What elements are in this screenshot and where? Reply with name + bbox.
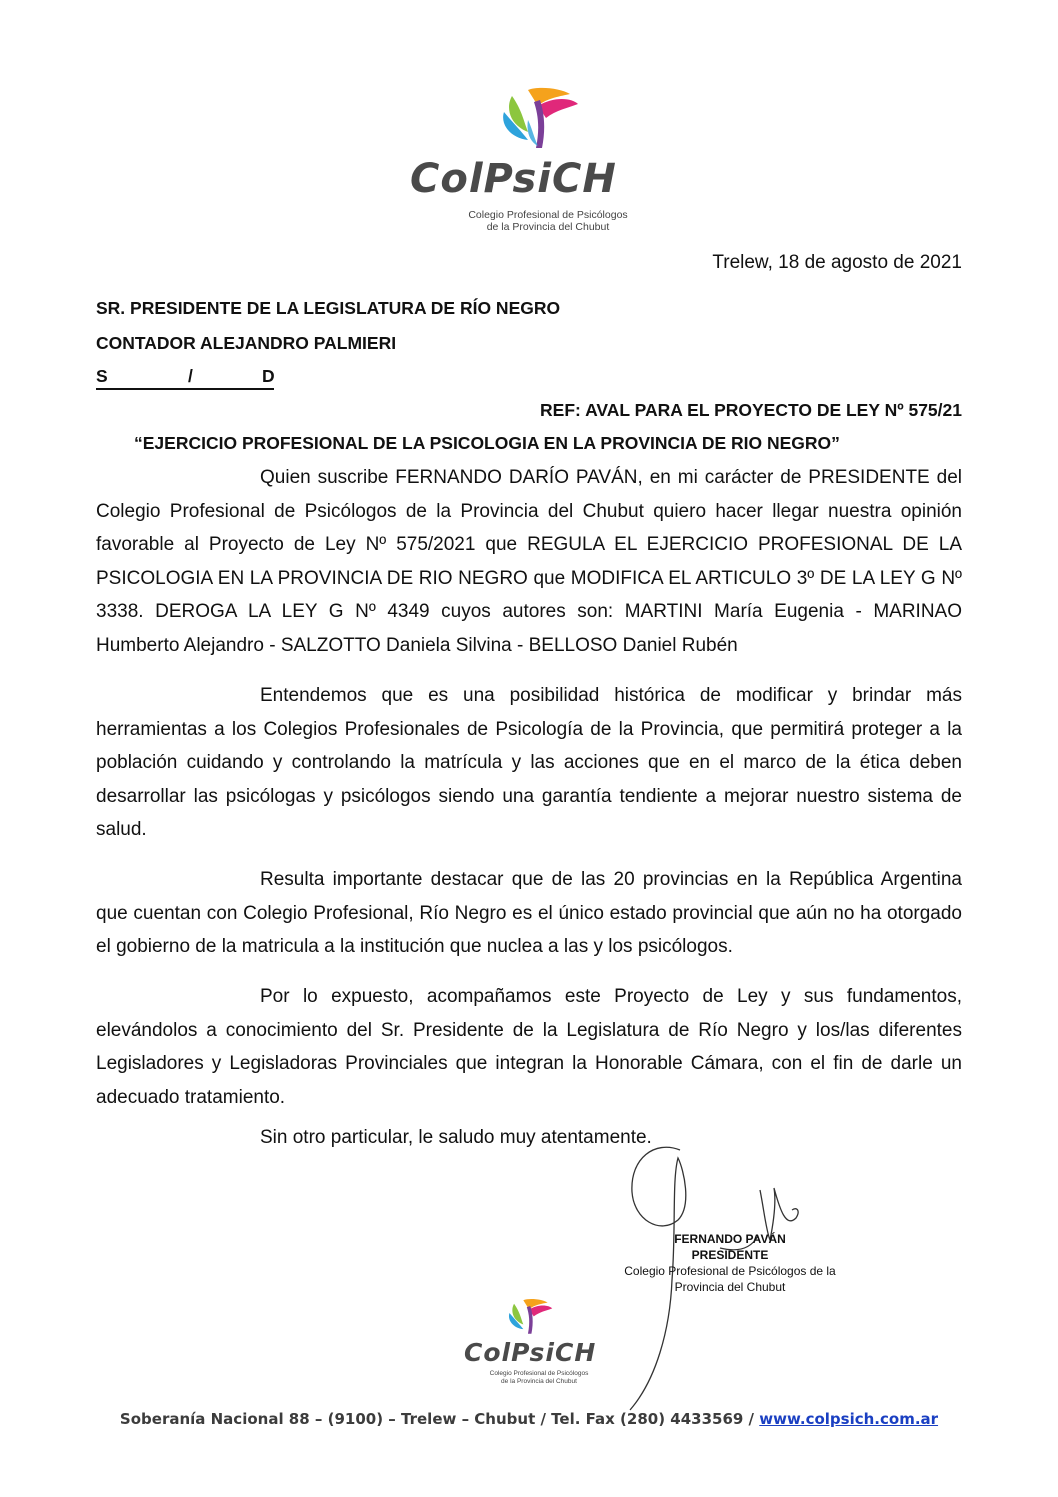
body-paragraph-4-text: Por lo expuesto, acompañamos este Proyecto de Ley y sus fundamentos, elevándolos a conocimiento del Sr. Presidente de la Legislatura de Río Negro y los/las diferentes Legisladores y Legisladoras Provinciales que integran la Honorable Cámara, con el fin de darle un adecuado tratamiento. (96, 986, 962, 1108)
reference-line1: REF: AVAL PARA EL PROYECTO DE LEY Nº 575/21 (540, 400, 962, 420)
reference-line2: “EJERCICIO PROFESIONAL DE LA PSICOLOGIA EN LA PROVINCIA DE RIO NEGRO” (134, 433, 840, 453)
body-paragraph-3 (96, 863, 962, 964)
letter-date: Trelew, 18 de agosto de 2021 (712, 252, 962, 273)
sd-d: D (262, 366, 275, 386)
body-paragraph-1 (96, 461, 962, 662)
recipient-line2: CONTADOR ALEJANDRO PALMIERI (96, 333, 397, 353)
body-paragraph-2 (96, 679, 962, 847)
body-paragraph-1-text: Quien suscribe FERNANDO DARÍO PAVÁN, en mi carácter de PRESIDENTE del Colegio Profesional de Psicólogos de la Provincia del Chubut quiero hacer llegar nuestra opinión favorable al Proyecto de Ley Nº 575/2021 que REGULA EL EJERCICIO PROFESIONAL DE LA PSICOLOGIA EN LA PROVINCIA DE RIO NEGRO que MODIFICA EL ARTICULO 3º DE LA LEY G Nº 3338. DEROGA LA LEY G Nº 4349 cuyos autores son: MARTINI María Eugenia - MARINAO Humberto Alejandro - SALZOTTO Daniela Silvina - BELLOSO Daniel Rubén (96, 467, 962, 656)
closing-line: Sin otro particular, le saludo muy atentamente. (260, 1127, 652, 1148)
footer-contact-text: Soberanía Nacional 88 – (9100) – Trelew – Chubut / Tel. Fax (280) 4433569 / (119, 1410, 755, 1428)
logo-brand-text: ColPsiCH (410, 156, 617, 202)
signature-block (600, 1231, 860, 1295)
sd-s: S (96, 366, 108, 386)
footer-logo-subtitle-line1: Colegio Profesional de Psicólogos (489, 1370, 589, 1377)
signer-org-line2: Provincia del Chubut (674, 1280, 786, 1294)
body-paragraph-2-text: Entendemos que es una posibilidad histórica de modificar y brindar más herramientas a los Colegios Profesionales de Psicología de la Provincia, que permitirá proteger a la población cuidando y controlando la matrícula y las acciones que en el marco de la ética deben desarrollar las psicólogas y psicólogos siendo una garantía tendiente a mejorar nuestro sistema de salud. (96, 685, 962, 840)
footer-logo-subtitle-line2: de la Provincia del Chubut (501, 1377, 577, 1385)
sd-slash: / (188, 366, 193, 386)
header-logo (410, 84, 650, 234)
recipient-line1: SR. PRESIDENTE DE LA LEGISLATURA DE RÍO NEGRO (96, 298, 561, 318)
footer-logo-subtitle (478, 1370, 600, 1385)
footer-logo-brand-text: ColPsiCH (464, 1338, 597, 1367)
footer-logo (462, 1296, 602, 1388)
signer-role: PRESIDENTE (691, 1248, 769, 1262)
footer-logo-symbol-icon (506, 1296, 558, 1338)
signer-name: FERNANDO PAVÁN (674, 1232, 786, 1246)
logo-subtitle-line1: Colegio Profesional de Psicólogos (468, 209, 628, 221)
logo-symbol-icon (498, 84, 588, 154)
logo-subtitle (448, 209, 648, 233)
body-paragraph-3-text: Resulta importante destacar que de las 20 provincias en la República Argentina que cuentan con Colegio Profesional, Río Negro es el único estado provincial que aún no ha otorgado el gobierno de la matricula a la institución que nuclea a las y los psicólogos. (96, 869, 962, 957)
signer-org-line1: Colegio Profesional de Psicólogos de la (624, 1264, 836, 1278)
footer-contact (0, 1410, 1058, 1428)
logo-subtitle-line2: de la Provincia del Chubut (486, 221, 610, 233)
footer-website-link[interactable]: www.colpsich.com.ar (759, 1410, 939, 1428)
body-paragraph-4 (96, 980, 962, 1114)
sd-line (96, 366, 274, 390)
